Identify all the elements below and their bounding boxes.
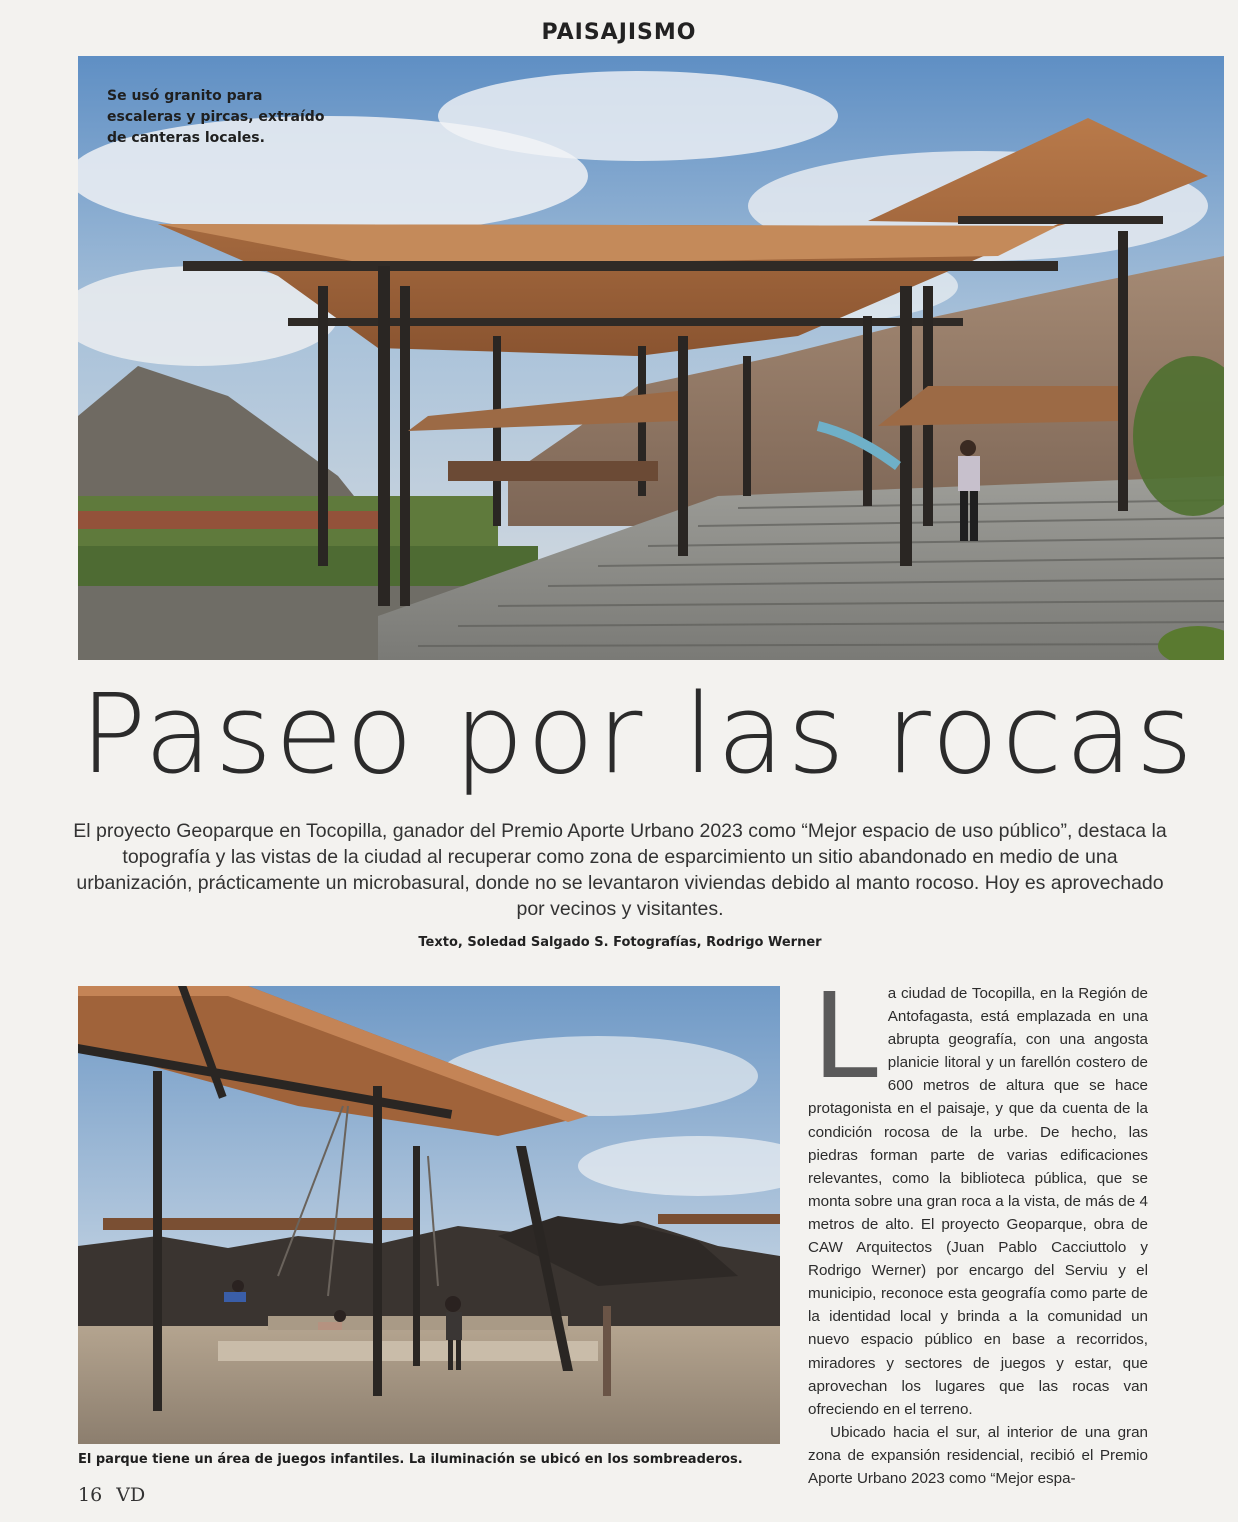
bottom-photo-caption: El parque tiene un área de juegos infantiles. La iluminación se ubicó en los sombreaderos. bbox=[78, 1452, 743, 1467]
bottom-photo-illustration bbox=[78, 986, 780, 1444]
article-title: Paseo por las rocas bbox=[80, 670, 1196, 798]
section-label: PAISAJISMO bbox=[541, 20, 697, 45]
body-paragraph-2: Ubicado hacia el sur, al interior de una gran zona de expansión residencial, recibió el Premio Aporte Urbano 2023 como “Mejor espa- bbox=[808, 1423, 1148, 1487]
article-body bbox=[808, 967, 1148, 1490]
dropcap: L bbox=[812, 967, 878, 1105]
magazine-name: VD bbox=[116, 1484, 146, 1506]
article-lead: El proyecto Geoparque en Tocopilla, ganador del Premio Aporte Urbano 2023 como “Mejor espacio de uso público”, destaca la topografía y las vistas de la ciudad al recuperar como zona de esparcimiento un sitio abandonado en medio de una urbanización, prácticamente un microbasural, donde no se levantaron viviendas debido al manto rocoso. Hoy es aprovechado por vecinos y visitantes. bbox=[73, 820, 1167, 920]
folio bbox=[78, 1484, 145, 1506]
page-number: 16 bbox=[78, 1484, 103, 1506]
top-photo-caption: Se usó granito para escaleras y pircas, extraído de canteras locales. bbox=[107, 88, 325, 146]
body-paragraph-1: a ciudad de Tocopilla, en la Región de Antofagasta, está emplazada en una abrupta geografía, con una angosta planicie litoral y un farellón costero de 600 metros de altura que se hace protagonista en el paisaje, y que da cuenta de la condición rocosa de la urbe. De hecho, las piedras forman parte de varias edificaciones relevantes, como la biblioteca pública, que se monta sobre una gran roca a la vista, de más de 4 metros de alto. El proyecto Geoparque, obra de CAW Arquitectos (Juan Pablo Cacciuttolo y Rodrigo Werner) por encargo del Serviu y el municipio, reconoce esta geografía como parte de la identidad local y brinda a la comunidad un nuevo espacio público en base a recorridos, miradores y sectores de juegos y estar, que aprovechan los lugares que las rocas van ofreciendo en el terreno. bbox=[808, 985, 1148, 1418]
bottom-photo bbox=[78, 986, 780, 1444]
article-credits: Texto, Soledad Salgado S. Fotografías, Rodrigo Werner bbox=[418, 935, 822, 950]
